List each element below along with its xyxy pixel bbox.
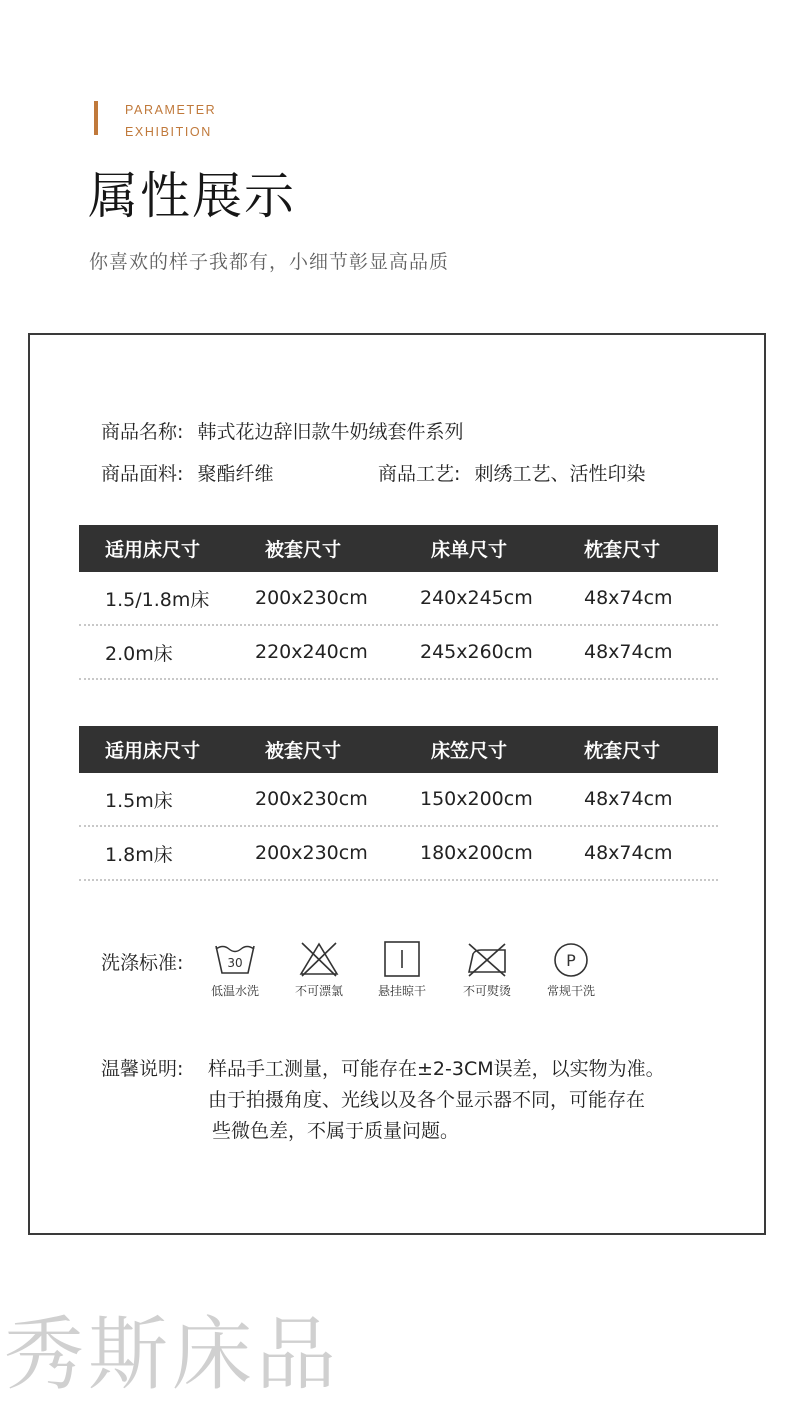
- table-row: [79, 773, 718, 827]
- table-cell: 2.0m床: [105, 642, 173, 665]
- product-craft-row: [378, 459, 645, 486]
- wash-caption: 悬挂晾干: [377, 984, 426, 998]
- product-name-value: 韩式花边辞旧款牛奶绒套件系列: [197, 421, 464, 443]
- page-subtitle: 你喜欢的样子我都有，小细节彰显高品质: [89, 251, 450, 273]
- table-row: [79, 626, 718, 680]
- header-cell: 枕套尺寸: [584, 740, 661, 762]
- table-cell: 180x200cm: [420, 842, 533, 864]
- table-header: [79, 525, 718, 572]
- table-cell: 245x260cm: [420, 641, 533, 663]
- note-label: 温馨说明:: [101, 1058, 184, 1080]
- table-cell: 200x230cm: [255, 587, 368, 609]
- size-table-1: [79, 525, 718, 680]
- page-title: 属性展示: [88, 167, 296, 225]
- note-line-1: 样品手工测量，可能存在±2-3CM误差，以实物为准。: [208, 1058, 665, 1080]
- no-iron-item: [452, 940, 522, 999]
- table-cell: 48x74cm: [584, 842, 673, 864]
- table-header: [79, 726, 718, 773]
- table-cell: 200x230cm: [255, 788, 368, 810]
- table-cell: 48x74cm: [584, 587, 673, 609]
- header-cell: 适用床尺寸: [105, 740, 201, 762]
- wash-temp-number: 30: [227, 956, 243, 970]
- product-craft-value: 刺绣工艺、活性印染: [474, 463, 646, 485]
- table-cell: 1.5m床: [105, 789, 173, 812]
- no-iron-icon: [465, 940, 509, 978]
- no-bleach-item: [284, 940, 354, 999]
- table-cell: 220x240cm: [255, 641, 368, 663]
- dry-clean-p-icon: [549, 940, 593, 978]
- table-cell: 48x74cm: [584, 788, 673, 810]
- accent-bar: [94, 101, 98, 135]
- note-line-3: 些微色差，不属于质量问题。: [212, 1120, 460, 1142]
- product-name-label: 商品名称:: [101, 421, 184, 443]
- product-fabric-label: 商品面料:: [101, 463, 184, 485]
- wash-caption: 不可熨烫: [462, 984, 511, 998]
- header-cell: 床笠尺寸: [431, 740, 508, 762]
- eyebrow-line-1: PARAMETER: [125, 103, 217, 117]
- table-cell: 150x200cm: [420, 788, 533, 810]
- wash-caption: 不可漂氯: [294, 984, 343, 998]
- product-craft-label: 商品工艺:: [378, 463, 461, 485]
- wash-30-item: [200, 940, 270, 999]
- header-cell: 被套尺寸: [265, 740, 342, 762]
- hang-dry-icon: [380, 940, 424, 978]
- no-bleach-icon: [297, 940, 341, 978]
- product-name-row: [101, 417, 463, 444]
- hang-dry-item: [367, 940, 437, 999]
- header-cell: 床单尺寸: [431, 539, 508, 561]
- wash-caption: 低温水洗: [210, 984, 259, 998]
- table-cell: 240x245cm: [420, 587, 533, 609]
- table-cell: 1.5/1.8m床: [105, 588, 210, 611]
- size-table-2: [79, 726, 718, 881]
- wash-30-icon: [213, 940, 257, 978]
- header-cell: 枕套尺寸: [584, 539, 661, 561]
- table-cell: 200x230cm: [255, 842, 368, 864]
- header-cell: 被套尺寸: [265, 539, 342, 561]
- wash-caption: 常规干洗: [546, 984, 595, 998]
- washing-label: 洗涤标准:: [101, 952, 184, 974]
- product-fabric-row: [101, 459, 273, 486]
- table-row: [79, 827, 718, 881]
- table-cell: 48x74cm: [584, 641, 673, 663]
- table-row: [79, 572, 718, 626]
- product-fabric-value: 聚酯纤维: [197, 463, 274, 485]
- dry-clean-item: [536, 940, 606, 999]
- header-cell: 适用床尺寸: [105, 539, 201, 561]
- table-cell: 1.8m床: [105, 843, 173, 866]
- eyebrow-line-2: EXHIBITION: [125, 125, 212, 139]
- brand-watermark: 秀斯床品: [4, 1308, 340, 1401]
- note-line-2: 由于拍摄角度、光线以及各个显示器不同，可能存在: [208, 1089, 646, 1111]
- dry-clean-letter: P: [566, 951, 576, 970]
- eyebrow-text: [125, 99, 216, 143]
